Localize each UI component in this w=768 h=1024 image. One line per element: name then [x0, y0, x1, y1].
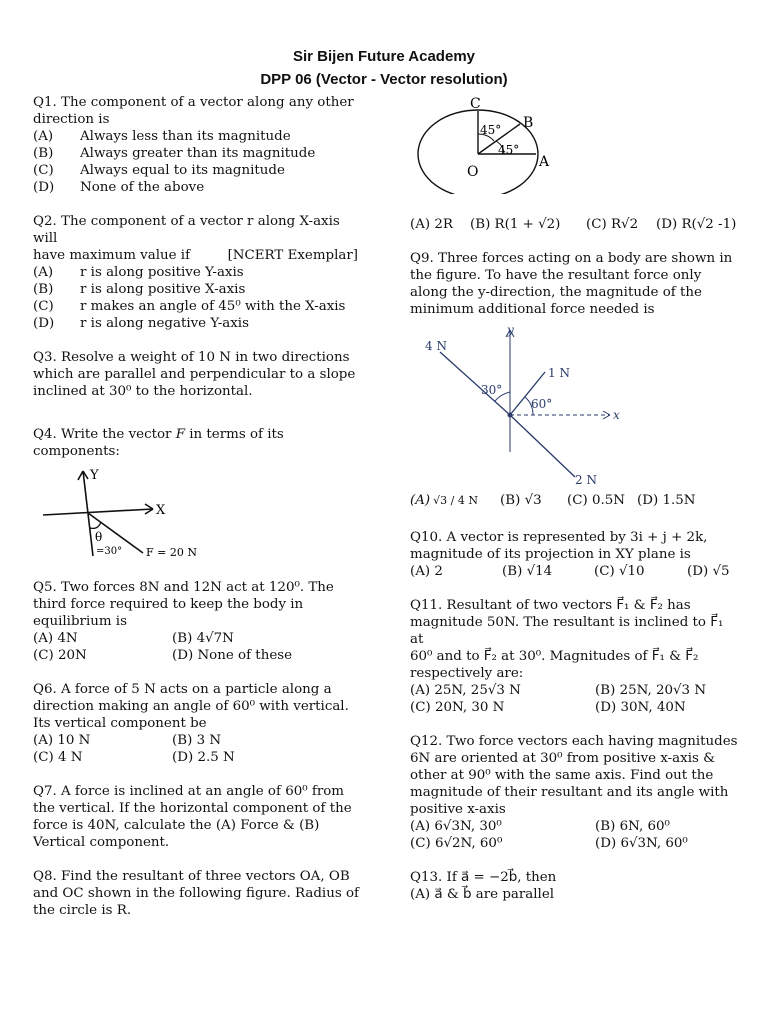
- y-axis-label: y: [507, 323, 514, 337]
- question-8: Q8. Find the resultant of three vectors OA, OB and OC shown in the following figure. Radius of the circle is R.: [33, 869, 359, 918]
- option: [595, 835, 688, 852]
- option: [594, 563, 687, 580]
- option-text: 6√2N, 60⁰: [434, 836, 503, 851]
- question-6: [33, 681, 368, 766]
- option-text: 20N: [57, 648, 87, 663]
- option-key: (A): [33, 265, 54, 280]
- option: [33, 749, 172, 766]
- question-5: [33, 579, 368, 664]
- q8-options: [410, 216, 740, 233]
- option-text: 2: [434, 564, 443, 579]
- angle-label-1: 45°: [480, 123, 502, 137]
- question-stem: respectively are:: [410, 666, 524, 681]
- angle-label: =30°: [96, 546, 123, 557]
- option: [500, 492, 567, 509]
- option-text: 6N, 60⁰: [619, 819, 670, 834]
- y-axis-arrowhead: [78, 471, 83, 480]
- circle-diagram-q8: [412, 94, 582, 194]
- option: (B) R(1 + √2): [470, 217, 561, 232]
- label-o: O: [467, 164, 479, 180]
- angle-label-30: 30°: [481, 383, 503, 397]
- option-text: Always less than its magnitude: [80, 129, 291, 144]
- option-text: r makes an angle of 45⁰ with the X-axis: [80, 299, 346, 314]
- option-key: (D): [33, 180, 55, 195]
- option-key: (C): [33, 299, 54, 314]
- option-key: (C): [33, 648, 54, 663]
- option-key: (A): [410, 819, 431, 834]
- option: [410, 492, 500, 509]
- option-text: None of the above: [80, 180, 205, 195]
- option-text: r is along negative Y-axis: [80, 316, 249, 331]
- option: [33, 298, 368, 315]
- option-key: (C): [410, 700, 431, 715]
- option: [172, 647, 292, 664]
- option: [172, 749, 235, 766]
- option-text: 2.5 N: [197, 750, 235, 765]
- option-text: 30N, 40N: [620, 700, 686, 715]
- source-tag: [NCERT Exemplar]: [227, 248, 358, 263]
- option-key: (B): [595, 683, 616, 698]
- question-12: [410, 733, 740, 852]
- option-text: √5: [712, 564, 730, 579]
- option: [410, 682, 595, 699]
- option-key: (D): [595, 836, 617, 851]
- option-key: (D): [172, 750, 194, 765]
- question-9: Q9. Three forces acting on a body are shown in the figure. To have the resultant force only along the y-direction, the magnitude of the minimum additional force needed is: [410, 251, 733, 317]
- question-10: [410, 529, 740, 580]
- option-text: 1.5N: [662, 493, 696, 508]
- option-text: 4 N: [57, 750, 83, 765]
- option-key: (B): [172, 733, 193, 748]
- question-13: [410, 869, 740, 903]
- question-11: [410, 597, 740, 716]
- option-key: (D): [595, 700, 617, 715]
- option: [33, 128, 368, 145]
- question-stem: Q12. Two force vectors each having magnitudes 6N are oriented at 30⁰ from positive x-axis & other at 90⁰ with the same axis. Find out the magnitude of their resultant and its angle with positive x-axis: [410, 734, 738, 817]
- option-text: 0.5N: [591, 493, 625, 508]
- option-key: (C): [594, 564, 615, 579]
- question-stem: 60⁰ and to F⃗₂ at 30⁰. Magnitudes of F⃗₁ & F⃗₂: [410, 649, 699, 664]
- option-text: √3: [524, 493, 542, 508]
- option: [595, 699, 686, 716]
- label-a: A: [539, 154, 550, 170]
- option-key: (C): [33, 163, 54, 178]
- option: [33, 179, 368, 196]
- option-text: √3 / 4 N: [433, 494, 478, 507]
- question-stem: Q1. The component of a vector along any other direction is: [33, 95, 354, 127]
- label-c: C: [470, 96, 481, 112]
- force-label-4n: 4 N: [425, 339, 447, 353]
- option: [410, 835, 595, 852]
- option: [33, 145, 368, 162]
- angle-label-2: 45°: [498, 143, 520, 157]
- option: (C) R√2: [586, 217, 639, 232]
- option-text: √14: [526, 564, 553, 579]
- option: [172, 630, 234, 647]
- right-column: [410, 94, 740, 903]
- option: [410, 699, 595, 716]
- option: [33, 281, 368, 298]
- question-stem: Q5. Two forces 8N and 12N act at 120⁰. The third force required to keep the body in equilibrium is: [33, 580, 334, 629]
- option-text: 6√3N, 30⁰: [434, 819, 502, 834]
- option: [687, 563, 730, 580]
- option-text: None of these: [197, 648, 293, 663]
- x-axis-arrowhead: [145, 504, 153, 509]
- question-stem-cont: in terms of its components:: [33, 427, 284, 459]
- option: (D) R(√2 -1): [656, 217, 737, 232]
- question-stem: Q2. The component of a vector r along X-axis will: [33, 214, 340, 246]
- option-text: 4√7N: [196, 631, 234, 646]
- option-key: (A): [33, 733, 54, 748]
- option: [595, 682, 706, 699]
- option-key: (B): [172, 631, 193, 646]
- question-3: Q3. Resolve a weight of 10 N in two directions which are parallel and perpendicular to a slope inclined at 30⁰ to the horizontal.: [33, 350, 356, 399]
- option-key: (D): [687, 564, 709, 579]
- option-text: 20N, 30 N: [434, 700, 505, 715]
- option-text: Always greater than its magnitude: [80, 146, 316, 161]
- label-b: B: [523, 115, 534, 131]
- question-7: Q7. A force is inclined at an angle of 60⁰ from the vertical. If the horizontal component of the force is 40N, calculate the (A) Force & (B) Vertical component.: [33, 784, 352, 850]
- option-key: (B): [502, 564, 523, 579]
- option-key: (A): [410, 564, 431, 579]
- x-axis-label: X: [156, 503, 166, 518]
- y-axis-label: Y: [90, 468, 99, 483]
- force-label: F = 20 N: [146, 546, 197, 559]
- option: [33, 732, 172, 749]
- page-title: Sir Bijen Future Academy: [293, 48, 475, 65]
- option-key: (B): [595, 819, 616, 834]
- option-text: 25N, 25√3 N: [434, 683, 521, 698]
- angle-arc: [90, 522, 101, 528]
- option: [33, 162, 368, 179]
- angle-label-60: 60°: [531, 397, 553, 411]
- option: [595, 818, 670, 835]
- question-stem: Q6. A force of 5 N acts on a particle along a direction making an angle of 60⁰ with vertical. Its vertical component be: [33, 682, 349, 731]
- option-key: (A): [410, 493, 431, 508]
- option-key: (B): [33, 146, 54, 161]
- option: [637, 492, 695, 509]
- option: (A) a⃗ & b⃗ are parallel: [410, 887, 555, 902]
- option-text: r is along positive Y-axis: [80, 265, 244, 280]
- force-diagram-q9: [415, 322, 635, 492]
- option-key: (A): [33, 631, 54, 646]
- option-key: (D): [637, 493, 659, 508]
- option-text: r is along positive X-axis: [80, 282, 246, 297]
- x-axis-arrowhead: [603, 415, 610, 419]
- option-text: 25N, 20√3 N: [619, 683, 707, 698]
- vector-symbol: F: [175, 427, 185, 442]
- option-key: (C): [410, 836, 431, 851]
- option: [410, 563, 502, 580]
- origin-point: [508, 413, 513, 418]
- question-stem: Q4. Write the vector: [33, 427, 176, 442]
- question-stem: magnitude 50N. The resultant is inclined to F⃗₁ at: [410, 615, 724, 647]
- option-key: (C): [567, 493, 588, 508]
- x-axis-label: x: [613, 408, 620, 422]
- option: [502, 563, 594, 580]
- force-diagram-q4: [38, 466, 208, 561]
- question-stem-cont: have maximum value if: [33, 248, 191, 263]
- question-stem: Q11. Resultant of two vectors F⃗₁ & F⃗₂ has: [410, 598, 691, 613]
- option-key: (B): [33, 282, 54, 297]
- option: [172, 732, 221, 749]
- option: [410, 818, 595, 835]
- theta-label: θ: [95, 530, 103, 544]
- x-axis-arrowhead: [603, 411, 610, 415]
- option-text: 6√3N, 60⁰: [620, 836, 688, 851]
- option-text: √10: [618, 564, 645, 579]
- question-2: [33, 213, 368, 332]
- question-1: [33, 94, 368, 196]
- option-key: (A): [410, 683, 431, 698]
- option: [33, 630, 172, 647]
- question-4: [33, 426, 368, 460]
- option-key: (C): [33, 750, 54, 765]
- option: [33, 647, 172, 664]
- page-subtitle: DPP 06 (Vector - Vector resolution): [260, 71, 508, 88]
- q9-options: [410, 492, 740, 509]
- question-stem: Q13. If a⃗ = −2b⃗, then: [410, 870, 557, 885]
- option-key: (A): [33, 129, 54, 144]
- option-text: 3 N: [196, 733, 222, 748]
- x-axis-line: [43, 509, 153, 515]
- option-key: (D): [172, 648, 194, 663]
- force-2n: [510, 415, 575, 477]
- question-stem: Q10. A vector is represented by 3i + j + 2k, magnitude of its projection in XY plane is: [410, 530, 708, 562]
- option-text: 4N: [57, 631, 78, 646]
- option: [567, 492, 637, 509]
- option-key: (D): [33, 316, 55, 331]
- force-label-1n: 1 N: [548, 366, 570, 380]
- option-text: 10 N: [57, 733, 91, 748]
- option: [33, 315, 368, 332]
- option-text: Always equal to its magnitude: [80, 163, 285, 178]
- option: (A) 2R: [410, 217, 453, 232]
- option: [33, 264, 368, 281]
- left-column: [33, 94, 368, 919]
- option-key: (B): [500, 493, 521, 508]
- force-label-2n: 2 N: [575, 473, 597, 487]
